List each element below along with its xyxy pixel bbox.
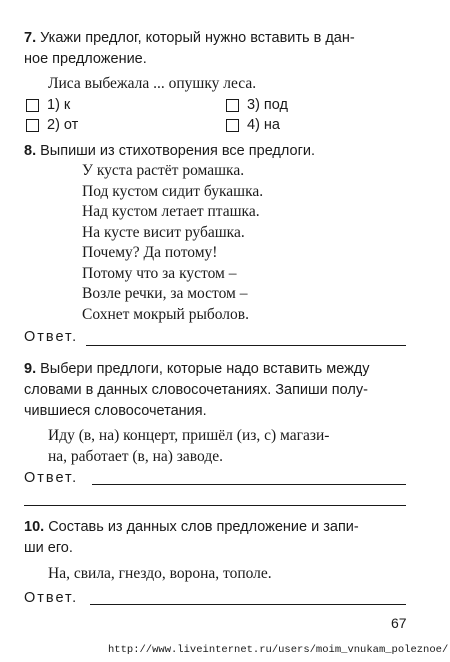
option-label: 4) на [247,117,280,133]
task-8-instruction [24,141,420,162]
task-9-answer-label: Ответ. [24,470,79,486]
task-7-line-2: ное предложение. [24,51,147,67]
task-8-number: 8. [24,143,37,159]
task-9-instruction [24,359,420,422]
task-7-option-2[interactable] [26,116,78,134]
poem-line: Почему? Да потому! [82,244,218,261]
task-10-line-2: ши его. [24,540,73,556]
task-7-sentence: Лиса выбежала ... опушку леса. [48,75,257,92]
checkbox[interactable] [226,119,239,132]
checkbox[interactable] [226,99,239,112]
task-7-number: 7. [24,30,37,46]
page-number: 67 [391,615,407,631]
option-label: 3) под [247,97,288,113]
poem-line: Сохнет мокрый рыболов. [82,305,249,323]
task-9-answer-line-1[interactable] [92,484,406,485]
task-9-line-2: словами в данных словосочетаниях. Запиши полу- [24,382,368,398]
poem-line: На кусте висит рубашка. [82,223,245,241]
option-label: 1) к [47,97,71,113]
poem-line: Возле речки, за мостом – [82,285,248,302]
poem-line: Над кустом летает пташка. [82,203,260,220]
task-7-option-3[interactable] [226,96,288,114]
task-10-words: На, свила, гнездо, ворона, тополе. [48,565,272,582]
task-10-line-1: Составь из данных слов предложение и запи- [48,519,359,535]
task-7-instruction [24,28,420,70]
task-8-text: Выпиши из стихотворения все предлоги. [40,143,316,159]
task-9-line-1: Выбери предлоги, которые надо вставить между [40,361,370,377]
poem-line: У куста растёт ромашка. [82,162,245,179]
option-label: 2) от [47,117,79,133]
task-8-answer-label: Ответ. [24,329,79,345]
footer-url[interactable]: http://www.liveinternet.ru/users/moim_vnukam_poleznoe/ [108,644,449,656]
task-7-line-1: Укажи предлог, который нужно вставить в дан- [40,30,355,46]
task-7-option-4[interactable] [226,116,280,134]
checkbox[interactable] [26,99,39,112]
task-10-instruction [24,517,420,559]
task-9-text-line-2: на, работает (в, на) заводе. [48,448,223,465]
task-9-text-line-1: Иду (в, на) концерт, пришёл (из, с) магази- [48,427,330,444]
task-10-answer-line[interactable] [90,604,406,605]
task-9-answer-line-2[interactable] [24,505,406,506]
poem-line: Потому что за кустом – [82,264,237,282]
checkbox[interactable] [26,119,39,132]
poem-line: Под кустом сидит букашка. [82,182,264,200]
task-10-number: 10. [24,519,45,535]
task-7-option-1[interactable] [26,96,70,114]
task-8-poem [82,161,263,325]
task-9-number: 9. [24,361,37,377]
task-8-answer-line[interactable] [86,345,406,346]
task-9-text [48,425,329,467]
task-10-answer-label: Ответ. [24,590,79,606]
task-9-line-3: чившиеся словосочетания. [24,403,207,419]
